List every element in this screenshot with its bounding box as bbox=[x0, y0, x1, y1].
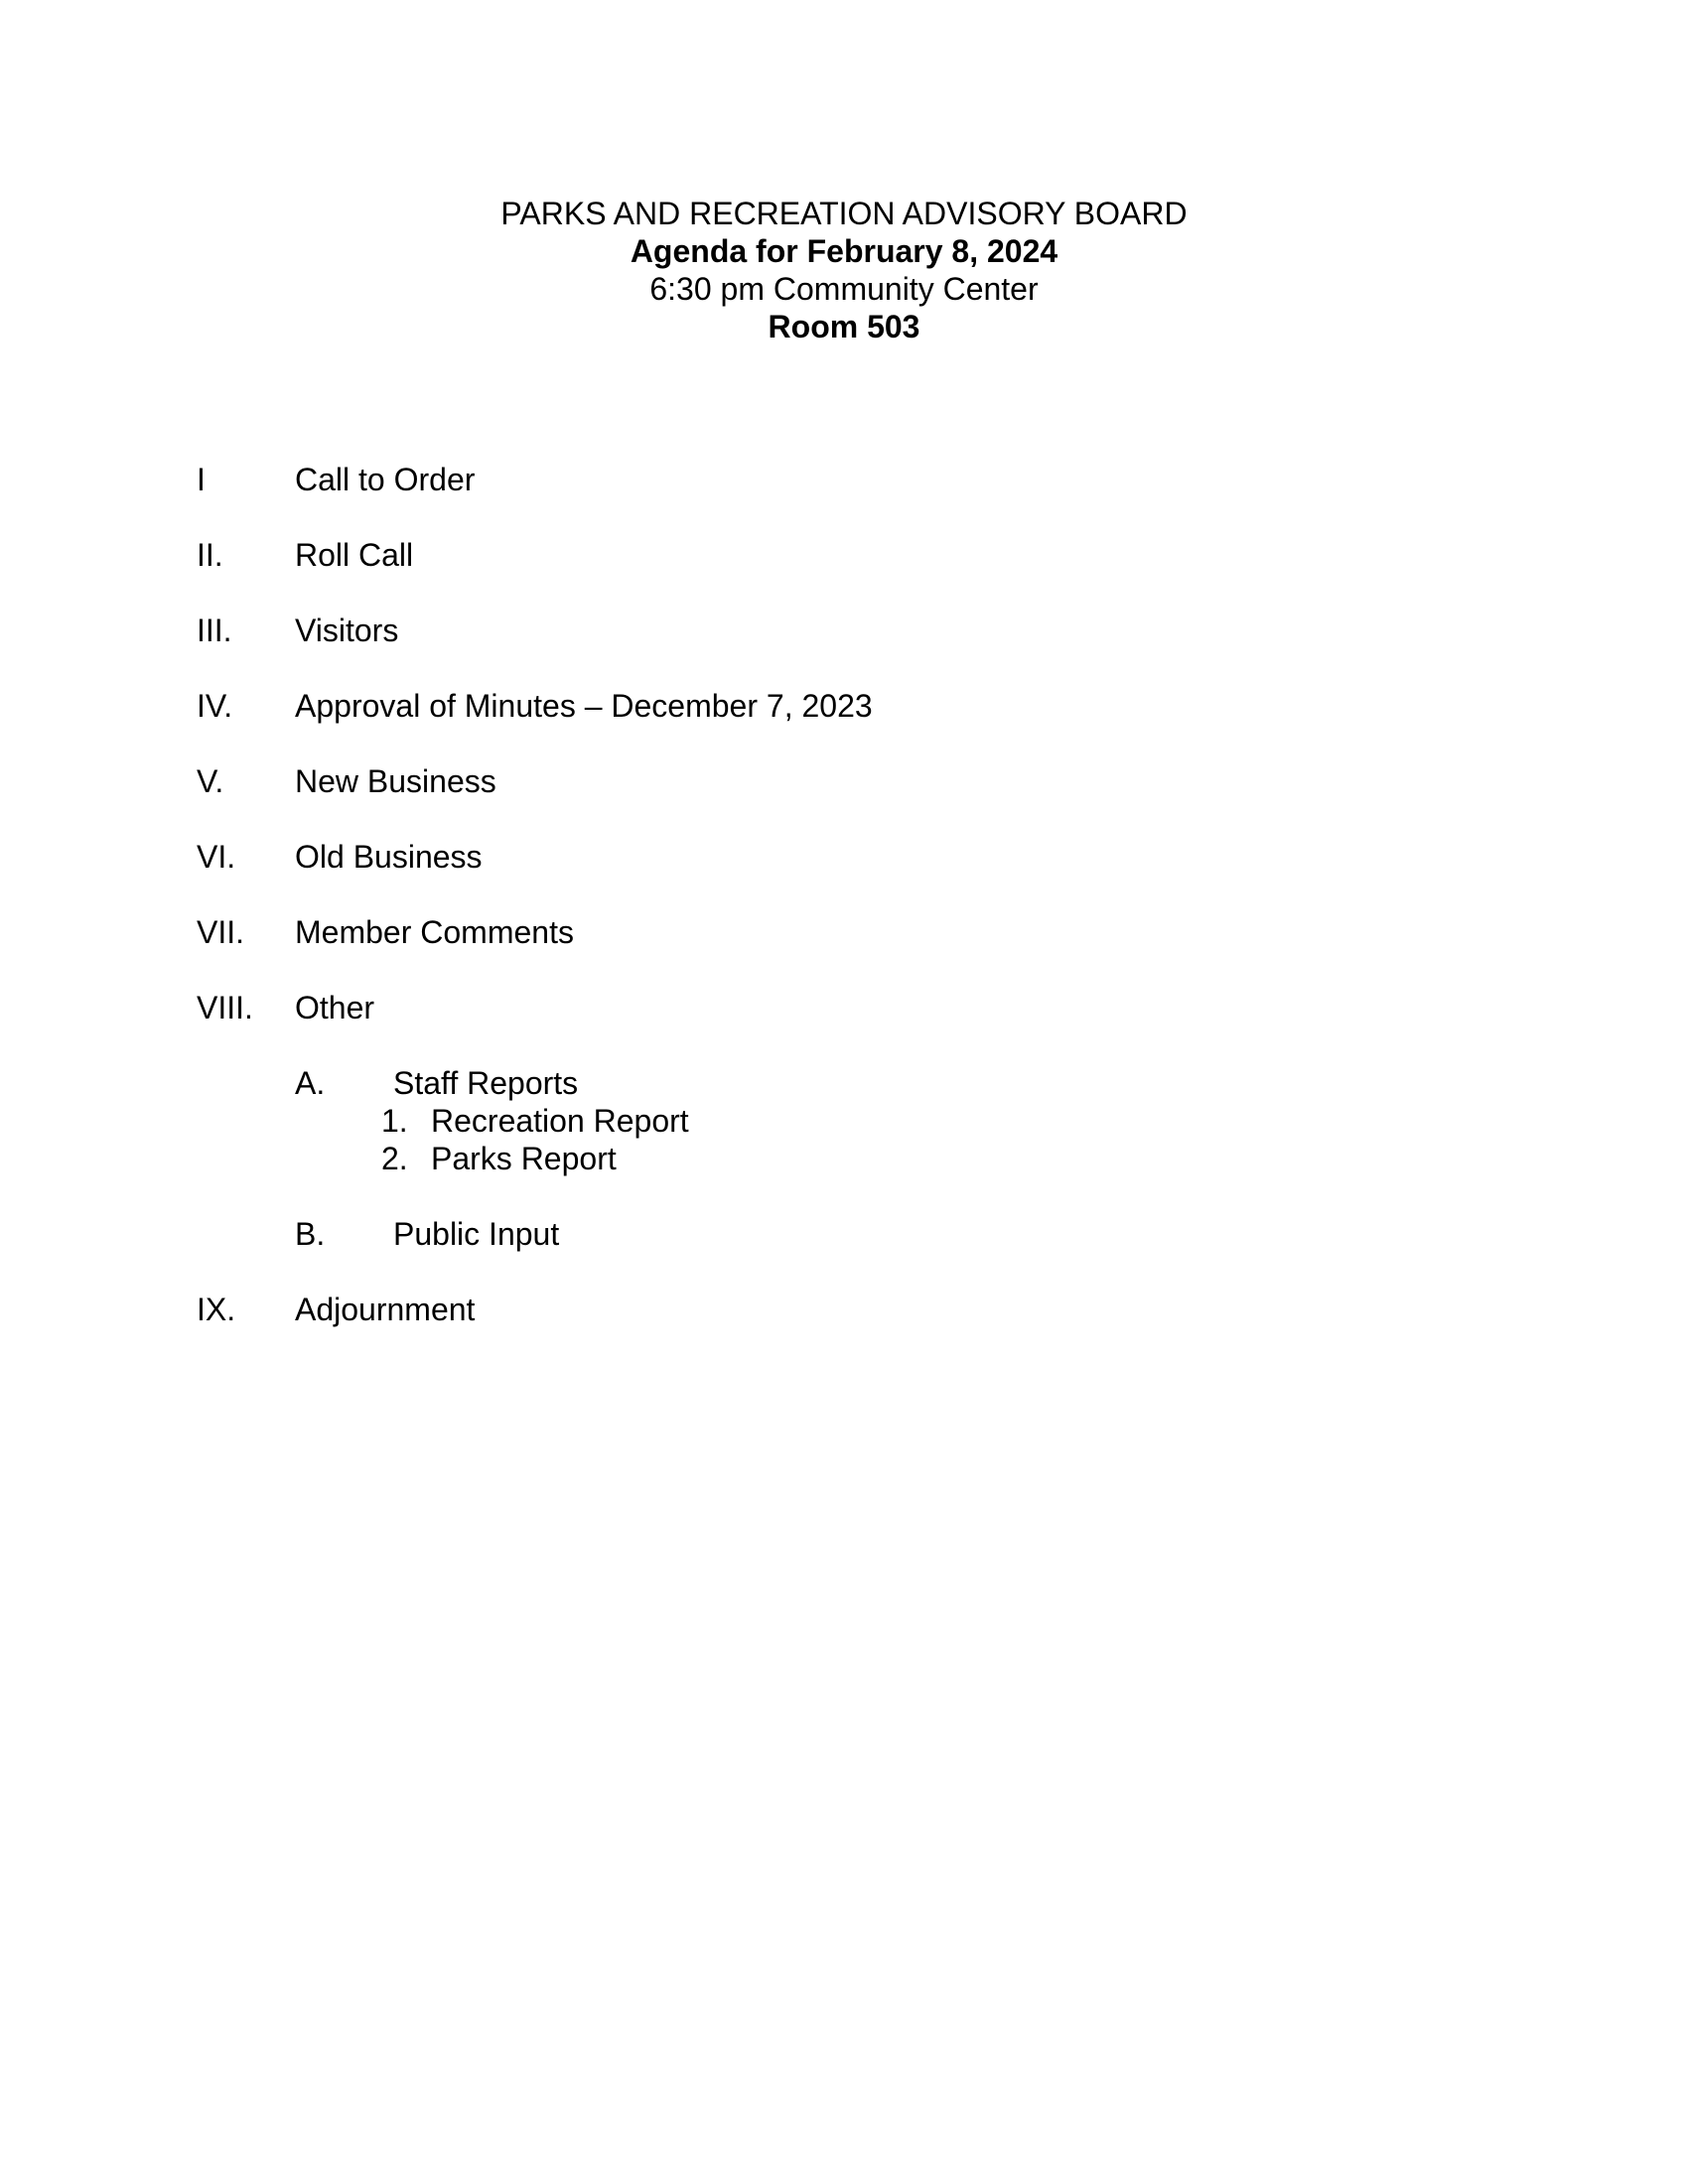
meeting-time-location: 6:30 pm Community Center bbox=[649, 271, 1039, 307]
item-label: Other bbox=[295, 990, 375, 1025]
sub-item-letter: A. bbox=[295, 1065, 326, 1101]
item-number: V. bbox=[197, 763, 224, 799]
item-label: New Business bbox=[295, 763, 496, 799]
report-label: Recreation Report bbox=[431, 1103, 689, 1139]
item-number: VIII. bbox=[197, 990, 253, 1025]
sub-item-label: Public Input bbox=[393, 1216, 560, 1252]
sub-item-label: Staff Reports bbox=[393, 1065, 579, 1101]
board-name: PARKS AND RECREATION ADVISORY BOARD bbox=[500, 196, 1188, 231]
sub-item-letter: B. bbox=[295, 1216, 326, 1252]
item-label: Visitors bbox=[295, 613, 399, 648]
item-number: VI. bbox=[197, 839, 236, 875]
item-label: Roll Call bbox=[295, 537, 414, 573]
report-label: Parks Report bbox=[431, 1141, 617, 1176]
meeting-room: Room 503 bbox=[768, 309, 920, 344]
report-number: 1. bbox=[381, 1103, 408, 1139]
item-number: VII. bbox=[197, 914, 245, 950]
item-number: III. bbox=[197, 613, 232, 648]
item-number: IX. bbox=[197, 1292, 236, 1327]
item-number: I bbox=[197, 462, 206, 497]
item-number: IV. bbox=[197, 688, 233, 724]
report-number: 2. bbox=[381, 1141, 408, 1176]
item-label: Member Comments bbox=[295, 914, 574, 950]
item-number: II. bbox=[197, 537, 223, 573]
agenda-title: Agenda for February 8, 2024 bbox=[630, 233, 1058, 269]
item-label: Call to Order bbox=[295, 462, 476, 497]
item-label: Adjournment bbox=[295, 1292, 476, 1327]
item-label: Approval of Minutes – December 7, 2023 bbox=[295, 688, 873, 724]
item-label: Old Business bbox=[295, 839, 483, 875]
